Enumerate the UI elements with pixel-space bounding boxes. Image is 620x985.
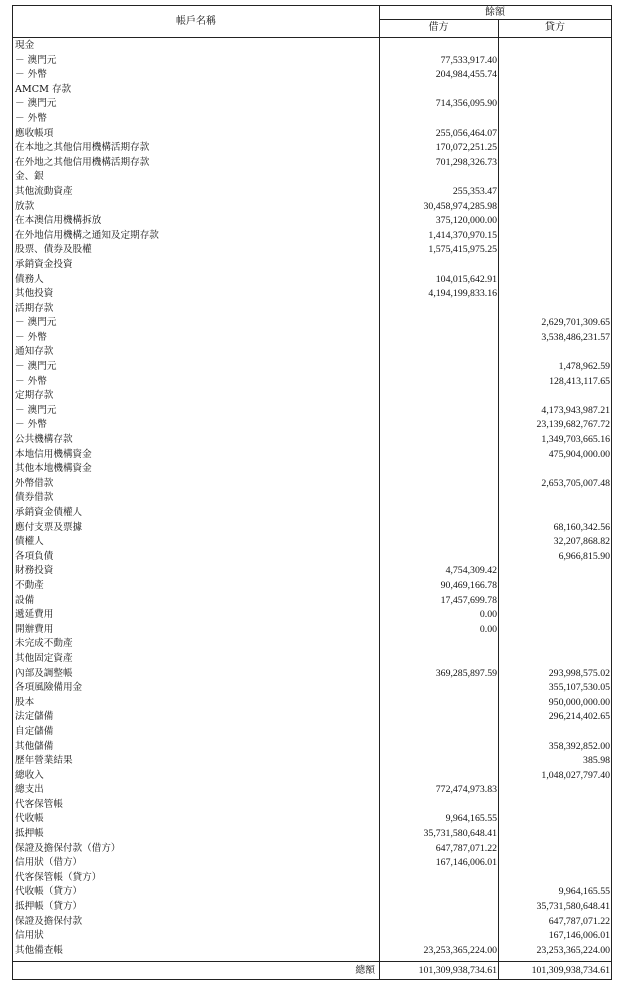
- account-name-cell: 開辦費用: [15, 623, 54, 635]
- table-row: [13, 535, 611, 550]
- account-name-cell: 在本地之其他信用機構活期存款: [15, 142, 150, 154]
- table-body: [13, 39, 611, 958]
- account-name-cell: 其他流動資產: [15, 185, 73, 197]
- table-row: [13, 856, 611, 871]
- account-name-cell: － 外幣: [15, 375, 47, 387]
- credit-cell: 475,904,000.00: [548, 448, 610, 460]
- table-row: [13, 273, 611, 288]
- table-row: [13, 112, 611, 127]
- account-name-cell: 不動產: [15, 579, 44, 591]
- account-name-cell: 外幣借款: [15, 477, 54, 489]
- table-row: [13, 944, 611, 959]
- table-row: [13, 798, 611, 813]
- credit-cell: 9,964,165.55: [558, 886, 610, 898]
- account-name-cell: － 外幣: [15, 419, 47, 431]
- debit-cell: 9,964,165.55: [445, 813, 497, 825]
- account-name-cell: － 澳門元: [15, 54, 57, 66]
- table-row: [13, 740, 611, 755]
- account-name-cell: 債務人: [15, 273, 44, 285]
- table-row: [13, 929, 611, 944]
- debit-cell: 647,787,071.22: [435, 842, 497, 854]
- account-name-cell: AMCM 存款: [15, 83, 72, 95]
- table-row: [13, 404, 611, 419]
- account-name-cell: 股票、債券及股權: [15, 244, 92, 256]
- account-name-cell: 活期存款: [15, 302, 54, 314]
- debit-cell: 77,533,917.40: [440, 54, 497, 66]
- account-name-cell: 自定儲備: [15, 725, 54, 737]
- table-row: [13, 433, 611, 448]
- debit-cell: 714,356,095.90: [435, 98, 497, 110]
- account-name-cell: 現金: [15, 40, 35, 51]
- table-row: [13, 871, 611, 886]
- account-name-cell: 公共機構存款: [15, 434, 73, 446]
- table-row: [13, 594, 611, 609]
- debit-cell: 17,457,699.78: [440, 594, 497, 606]
- total-label: 總額: [355, 965, 375, 976]
- table-row: [13, 521, 611, 536]
- account-name-cell: 其他固定資產: [15, 652, 73, 664]
- table-row: [13, 637, 611, 652]
- credit-cell: 1,478,962.59: [558, 361, 610, 373]
- account-name-cell: 信用狀: [15, 930, 44, 942]
- debit-cell: 104,015,642.91: [435, 273, 497, 285]
- debit-cell: 255,056,464.07: [435, 127, 497, 139]
- debit-cell: 1,575,415,975.25: [428, 244, 497, 256]
- header-account-name: 帳戶名稱: [176, 16, 216, 27]
- debit-cell: 30,458,974,285.98: [423, 200, 497, 212]
- table-row: [13, 491, 611, 506]
- trial-balance-table: [12, 5, 612, 980]
- credit-cell: 355,107,530.05: [548, 682, 610, 694]
- table-row: [13, 462, 611, 477]
- table-row: [13, 667, 611, 682]
- table-row: [13, 579, 611, 594]
- debit-cell: 369,285,897.59: [435, 667, 497, 679]
- header-credit: 貸方: [545, 22, 565, 33]
- credit-cell: 68,160,342.56: [553, 521, 610, 533]
- account-name-cell: 債權人: [15, 536, 44, 548]
- table-row: [13, 900, 611, 915]
- account-name-cell: 其他備查帳: [15, 944, 63, 956]
- debit-cell: 0.00: [479, 623, 497, 635]
- account-name-cell: 財務投資: [15, 565, 54, 577]
- table-row: [13, 477, 611, 492]
- table-row: [13, 812, 611, 827]
- account-name-cell: 總收入: [15, 769, 44, 781]
- table-row: [13, 506, 611, 521]
- credit-cell: 647,787,071.22: [548, 915, 610, 927]
- table-row: [13, 258, 611, 273]
- debit-cell: 167,146,006.01: [435, 857, 497, 869]
- account-name-cell: － 澳門元: [15, 317, 57, 329]
- credit-cell: 2,653,705,007.48: [541, 477, 610, 489]
- account-name-cell: － 外幣: [15, 331, 47, 343]
- account-name-cell: 放款: [15, 200, 35, 212]
- debit-cell: 90,469,166.78: [440, 579, 497, 591]
- debit-cell: 375,120,000.00: [435, 215, 497, 227]
- table-row: [13, 389, 611, 404]
- account-name-cell: 總支出: [15, 784, 44, 796]
- table-row: [13, 68, 611, 83]
- account-name-cell: 其他投資: [15, 288, 54, 300]
- table-row: [13, 915, 611, 930]
- account-name-cell: 內部及調整帳: [15, 667, 73, 679]
- account-name-cell: 保證及擔保付款: [15, 915, 83, 927]
- credit-cell: 167,146,006.01: [548, 930, 610, 942]
- table-row: [13, 185, 611, 200]
- table-row: [13, 375, 611, 390]
- table-row: [13, 345, 611, 360]
- credit-cell: 385.98: [583, 755, 610, 767]
- table-row: [13, 550, 611, 565]
- table-row: [13, 287, 611, 302]
- table-row: [13, 725, 611, 740]
- account-name-cell: － 澳門元: [15, 404, 57, 416]
- account-name-cell: 本地信用機構資金: [15, 448, 92, 460]
- table-row: [13, 360, 611, 375]
- table-row: [13, 331, 611, 346]
- table-row: [13, 200, 611, 215]
- table-row: [13, 623, 611, 638]
- credit-cell: 32,207,868.82: [553, 536, 610, 548]
- debit-cell: 255,353.47: [452, 185, 497, 197]
- table-row: [13, 243, 611, 258]
- total-debit: 101,309,938,734.61: [418, 965, 497, 976]
- debit-cell: 170,072,251.25: [435, 142, 497, 154]
- account-name-cell: 法定儲備: [15, 711, 54, 723]
- table-row: [13, 302, 611, 317]
- account-name-cell: 歷年營業結果: [15, 755, 73, 767]
- credit-cell: 35,731,580,648.41: [536, 901, 610, 913]
- account-name-cell: 代收帳（貸方）: [15, 886, 83, 898]
- account-name-cell: 應收帳項: [15, 127, 54, 139]
- account-name-cell: 代客保管帳（貸方）: [15, 871, 102, 883]
- table-row: [13, 83, 611, 98]
- table-row: [13, 696, 611, 711]
- credit-cell: 293,998,575.02: [548, 667, 610, 679]
- account-name-cell: 其他儲備: [15, 740, 54, 752]
- table-row: [13, 316, 611, 331]
- credit-cell: 950,000,000.00: [548, 696, 610, 708]
- account-name-cell: 在本澳信用機構拆放: [15, 215, 102, 227]
- debit-cell: 35,731,580,648.41: [423, 828, 497, 840]
- account-name-cell: 信用狀（借方）: [15, 857, 83, 869]
- table-row: [13, 681, 611, 696]
- table-row: [13, 769, 611, 784]
- table-row: [13, 39, 611, 54]
- debit-cell: 23,253,365,224.00: [423, 944, 497, 956]
- credit-cell: 23,139,682,767.72: [536, 419, 610, 431]
- account-name-cell: 代客保管帳: [15, 798, 63, 810]
- credit-cell: 358,392,852.00: [548, 740, 610, 752]
- table-row: [13, 127, 611, 142]
- account-name-cell: 遞延費用: [15, 609, 54, 621]
- table-row: [13, 564, 611, 579]
- account-name-cell: 承銷資金債權人: [15, 507, 83, 518]
- account-name-cell: 承銷資金投資: [15, 258, 73, 270]
- debit-cell: 701,298,326.73: [435, 156, 497, 168]
- account-name-cell: 保證及擔保付款（借方）: [15, 842, 121, 854]
- header-balance: 餘額: [379, 6, 611, 20]
- account-name-cell: 設備: [15, 594, 35, 606]
- account-name-cell: － 外幣: [15, 69, 47, 81]
- account-name-cell: 各項負債: [15, 550, 54, 562]
- account-name-cell: 通知存款: [15, 346, 54, 358]
- debit-cell: 4,194,199,833.16: [428, 288, 497, 300]
- debit-cell: 4,754,309.42: [445, 565, 497, 577]
- table-row: [13, 827, 611, 842]
- credit-cell: 2,629,701,309.65: [541, 317, 610, 329]
- account-name-cell: 抵押帳: [15, 828, 44, 840]
- credit-cell: 1,349,703,665.16: [541, 434, 610, 446]
- table-row: [13, 97, 611, 112]
- account-name-cell: 債券借款: [15, 492, 54, 504]
- header-divider: [13, 37, 611, 38]
- table-row: [13, 170, 611, 185]
- table-row: [13, 448, 611, 463]
- table-row: [13, 754, 611, 769]
- account-name-cell: － 外幣: [15, 112, 47, 124]
- total-credit: 101,309,938,734.61: [531, 965, 610, 976]
- table-row: [13, 214, 611, 229]
- credit-cell: 3,538,486,231.57: [541, 331, 610, 343]
- credit-cell: 1,048,027,797.40: [541, 769, 610, 781]
- table-row: [13, 842, 611, 857]
- debit-cell: 1,414,370,970.15: [428, 229, 497, 241]
- account-name-cell: 抵押帳（貸方）: [15, 901, 83, 913]
- debit-cell: 204,984,455.74: [435, 69, 497, 81]
- table-row: [13, 229, 611, 244]
- account-name-cell: － 澳門元: [15, 98, 57, 110]
- debit-cell: 0.00: [479, 609, 497, 621]
- account-name-cell: 代收帳: [15, 813, 44, 825]
- table-row: [13, 710, 611, 725]
- account-name-cell: 在外地信用機構之通知及定期存款: [15, 229, 159, 241]
- account-name-cell: 其他本地機構資金: [15, 463, 92, 475]
- header-debit: 借方: [428, 22, 449, 33]
- account-name-cell: 未完成不動產: [15, 638, 73, 650]
- account-name-cell: － 澳門元: [15, 361, 57, 373]
- credit-cell: 6,966,815.90: [558, 550, 610, 562]
- table-row: [13, 141, 611, 156]
- account-name-cell: 定期存款: [15, 390, 54, 402]
- account-name-cell: 應付支票及票據: [15, 521, 83, 533]
- credit-cell: 4,173,943,987.21: [541, 404, 610, 416]
- debit-cell: 772,474,973.83: [435, 784, 497, 796]
- credit-cell: 128,413,117.65: [549, 375, 610, 387]
- table-row: [13, 783, 611, 798]
- credit-cell: 23,253,365,224.00: [536, 944, 610, 956]
- table-row: [13, 418, 611, 433]
- account-name-cell: 各項風險備用金: [15, 682, 83, 694]
- table-row: [13, 652, 611, 667]
- table-row: [13, 608, 611, 623]
- table-row: [13, 54, 611, 69]
- account-name-cell: 金、銀: [15, 171, 44, 183]
- credit-cell: 296,214,402.65: [548, 711, 610, 723]
- table-row: [13, 156, 611, 171]
- account-name-cell: 在外地之其他信用機構活期存款: [15, 156, 150, 168]
- table-row: [13, 885, 611, 900]
- account-name-cell: 股本: [15, 696, 35, 708]
